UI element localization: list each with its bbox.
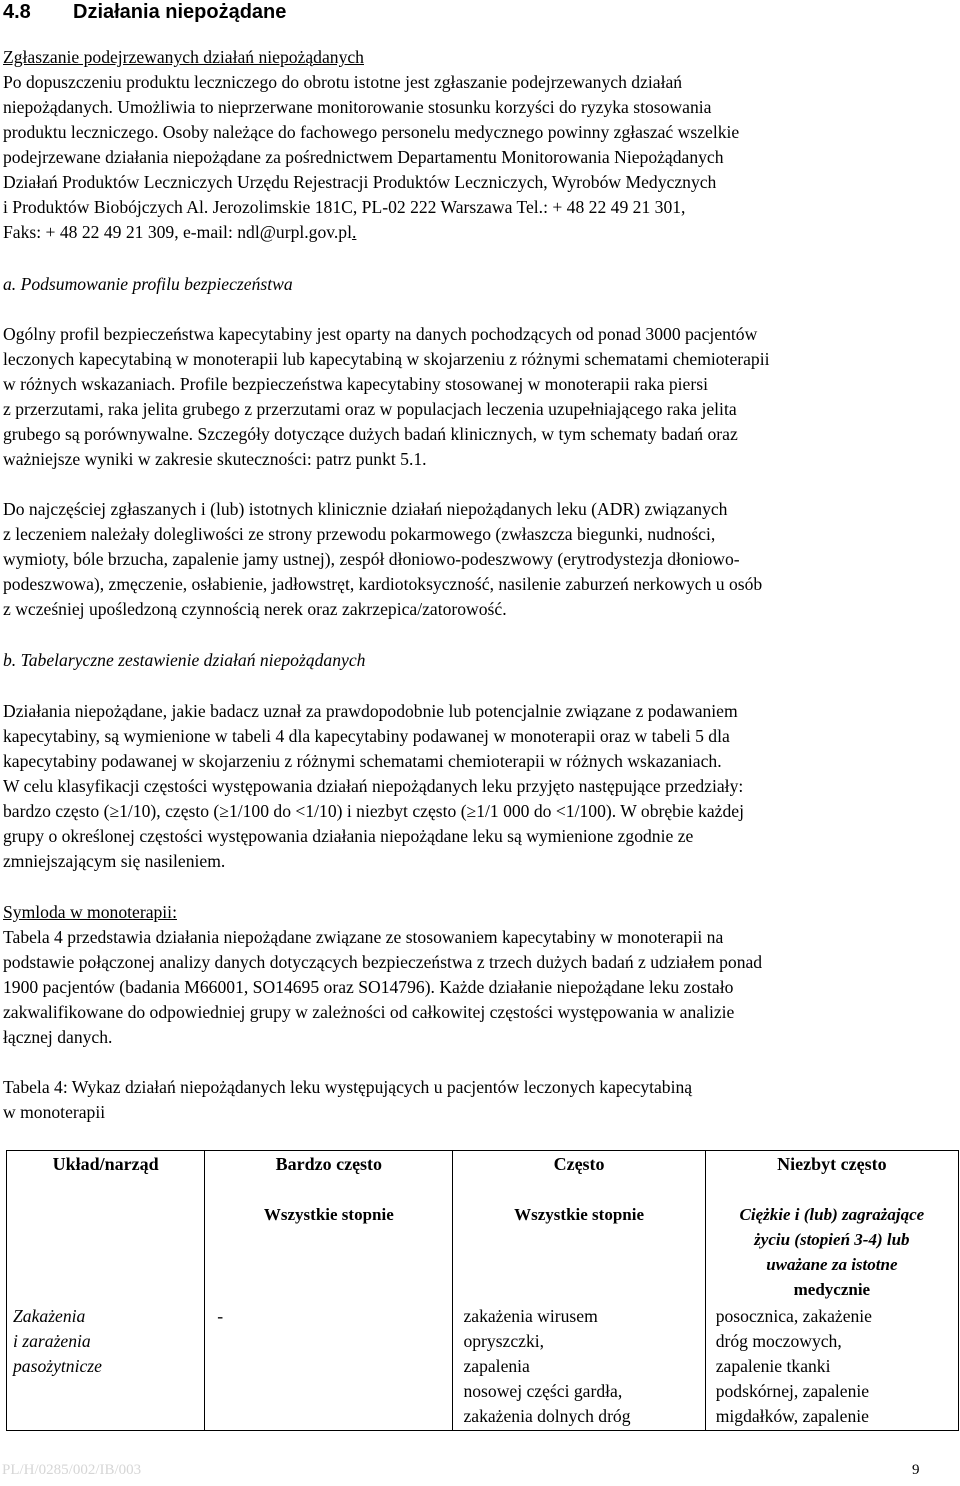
contact-text: Faks: + 48 22 49 21 309, e-mail: ndl@urpl.gov.pl <box>3 222 352 242</box>
paragraph-line: łącznej danych. <box>3 1027 113 1047</box>
paragraph-line: W celu klasyfikacji częstości występowania działań niepożądanych leku przyjęto następujące przedziały: <box>3 776 744 796</box>
monotherapy-section <box>3 900 955 1050</box>
reporting-line: produktu leczniczego. Osoby należące do fachowego personelu medycznego powinny zgłaszać wszelkie <box>3 122 740 142</box>
cell-line: pasożytnicze <box>13 1356 102 1376</box>
reporting-line <box>3 220 955 245</box>
tabular-heading: b. Tabelaryczne zestawienie działań niepożądanych <box>3 650 366 670</box>
paragraph-line: podstawie połączonej analizy danych dotyczących bezpieczeństwa z trzech dużych badań z udziałem ponad <box>3 952 763 972</box>
table-header-row <box>7 1151 959 1197</box>
subheader-line: Ciężkie i (lub) zagrażające <box>739 1205 925 1224</box>
subheader-line: życiu (stopień 3-4) lub <box>754 1230 910 1249</box>
paragraph-line: kapecytabiny podawanej w skojarzeniu z różnymi schematami chemioterapii w różnych wskazaniach. <box>3 751 722 771</box>
paragraph-line: 1900 pacjentów (badania M66001, SO14695 oraz SO14796). Każde działanie niepożądane leku zostało <box>3 977 734 997</box>
page-number: 9 <box>912 1462 920 1478</box>
paragraph-line: leczonych kapecytabiną w monoterapii lub kapecytabiną w skojarzeniu z różnymi schematami chemioterapii <box>3 349 770 369</box>
cell-line: zapalenia <box>463 1356 530 1376</box>
cell-line: zapalenie tkanki <box>715 1356 831 1376</box>
adverse-reactions-table <box>6 1150 959 1431</box>
reporting-line: Działań Produktów Leczniczych Urzędu Rejestracji Produktów Leczniczych, Wyrobów Medycznych <box>3 172 717 192</box>
reporting-line: niepożądanych. Umożliwia to nieprzerwane monitorowanie stosunku korzyści do ryzyka stosowania <box>3 97 712 117</box>
cell-line: i zarażenia <box>13 1331 91 1351</box>
subheader-common: Wszystkie stopnie <box>453 1196 705 1302</box>
reporting-line: i Produktów Biobójczych Al. Jerozolimskie 181C, PL-02 222 Warszawa Tel.: + 48 22 49 21 301, <box>3 197 686 217</box>
paragraph-line: w różnych wskazaniach. Profile bezpieczeństwa kapecytabiny stosowanej w monoterapii raka piersi <box>3 374 708 394</box>
tabular-section <box>3 648 955 673</box>
subheader-empty <box>7 1196 205 1302</box>
cell-line: posocznica, zakażenie <box>715 1306 872 1326</box>
paragraph-line: Ogólny profil bezpieczeństwa kapecytabiny jest oparty na danych pochodzących od ponad 3000 pacjentów <box>3 324 758 344</box>
table-row <box>7 1302 959 1431</box>
reporting-line: podejrzewane działania niepożądane za pośrednictwem Departamentu Monitorowania Niepożądanych <box>3 147 724 167</box>
cell-line: podskórnej, zapalenie <box>715 1381 870 1401</box>
subheader-line: uważane za istotne <box>766 1255 898 1274</box>
monotherapy-heading: Symloda w monoterapii: <box>3 902 177 922</box>
paragraph-line: z wcześniej upośledzoną czynnością nerek oraz zakrzepica/zatorowość. <box>3 599 507 619</box>
tabular-paragraph <box>3 699 955 874</box>
paragraph-line: zmniejszającym się nasileniem. <box>3 851 226 871</box>
caption-line: Tabela 4: Wykaz działań niepożądanych leku występujących u pacjentów leczonych kapecytabiną <box>3 1077 693 1097</box>
paragraph-line: zakwalifikowane do odpowiedniej grupy w zależności od całkowitej częstości występowania w analizie <box>3 1002 735 1022</box>
paragraph-line: Działania niepożądane, jakie badacz uznał za prawdopodobnie lub potencjalnie związane z podawaniem <box>3 701 738 721</box>
cell-line: zakażenia wirusem <box>463 1306 598 1326</box>
header-very-common: Bardzo często <box>205 1151 453 1197</box>
table-subheader-row <box>7 1196 959 1302</box>
paragraph-line: kapecytabiny, są wymienione w tabeli 4 dla kapecytabiny podawanej w monoterapii oraz w tabeli 5 dla <box>3 726 730 746</box>
paragraph-line: Tabela 4 przedstawia działania niepożądane związane ze stosowaniem kapecytabiny w monoterapii na <box>3 927 724 947</box>
paragraph-line: podeszwowa), zmęczenie, osłabienie, jadłowstręt, kardiotoksyczność, nasilenie zaburzeń nerkowych u osób <box>3 574 763 594</box>
common-cell <box>453 1302 705 1431</box>
cell-line: migdałków, zapalenie <box>715 1406 869 1426</box>
section-heading <box>3 0 286 24</box>
cell-line: Zakażenia <box>13 1306 86 1326</box>
paragraph-line: wymioty, bóle brzucha, zapalenie jamy ustnej), zespół dłoniowo-podeszwowy (erytrodystezja dłoniowo- <box>3 549 740 569</box>
cell-line: nosowej części gardła, <box>463 1381 623 1401</box>
header-uncommon: Niezbyt często <box>705 1151 958 1197</box>
paragraph-line: grupy o określonej częstości występowania działania niepożądane leku są wymienione zgodnie ze <box>3 826 694 846</box>
reporting-section <box>3 45 955 245</box>
cell-line: dróg moczowych, <box>715 1331 842 1351</box>
caption-line: w monoterapii <box>3 1102 106 1122</box>
cell-line: zakażenia dolnych dróg <box>463 1406 631 1426</box>
uncommon-cell <box>705 1302 958 1431</box>
section-title: Działania niepożądane <box>73 1 287 23</box>
subheader-very-common: Wszystkie stopnie <box>205 1196 453 1302</box>
paragraph-line: z leczeniem należały dolegliwości ze strony przewodu pokarmowego (zwłaszcza biegunki, nudności, <box>3 524 716 544</box>
subheader-line: medycznie <box>793 1280 871 1299</box>
contact-link[interactable]: . <box>351 222 357 242</box>
safety-profile-paragraph-2 <box>3 497 955 622</box>
document-code: PL/H/0285/002/IB/003 <box>2 1462 142 1478</box>
paragraph-line: z przerzutami, raka jelita grubego z przerzutami oraz w populacjach leczenia uzupełniającego raka jelita <box>3 399 737 419</box>
paragraph-line: bardzo często (≥1/10), często (≥1/100 do <1/10) i niezbyt często (≥1/1 000 do <1/100). W obrębie każdej <box>3 801 744 821</box>
safety-profile-paragraph-1 <box>3 322 955 472</box>
reporting-line: Po dopuszczeniu produktu leczniczego do obrotu istotne jest zgłaszanie podejrzewanych działań <box>3 72 683 92</box>
safety-profile-heading: a. Podsumowanie profilu bezpieczeństwa <box>3 274 293 294</box>
reporting-heading: Zgłaszanie podejrzewanych działań niepożądanych <box>3 47 364 67</box>
safety-profile-section <box>3 272 955 297</box>
paragraph-line: grubego są porównywalne. Szczegóły dotyczące dużych badań klinicznych, w tym schematy badań oraz <box>3 424 738 444</box>
section-number: 4.8 <box>3 1 31 23</box>
cell-line: opryszczki, <box>463 1331 545 1351</box>
header-common: Często <box>453 1151 705 1197</box>
subheader-uncommon <box>705 1196 958 1302</box>
paragraph-line: Do najczęściej zgłaszanych i (lub) istotnych klinicznie działań niepożądanych leku (ADR) związanych <box>3 499 728 519</box>
organ-system-cell <box>7 1302 205 1431</box>
header-organ-system: Układ/narząd <box>7 1151 205 1197</box>
paragraph-line: ważniejsze wyniki w zakresie skuteczności: patrz punkt 5.1. <box>3 449 427 469</box>
table-caption <box>3 1075 955 1125</box>
very-common-cell: - <box>205 1302 453 1431</box>
